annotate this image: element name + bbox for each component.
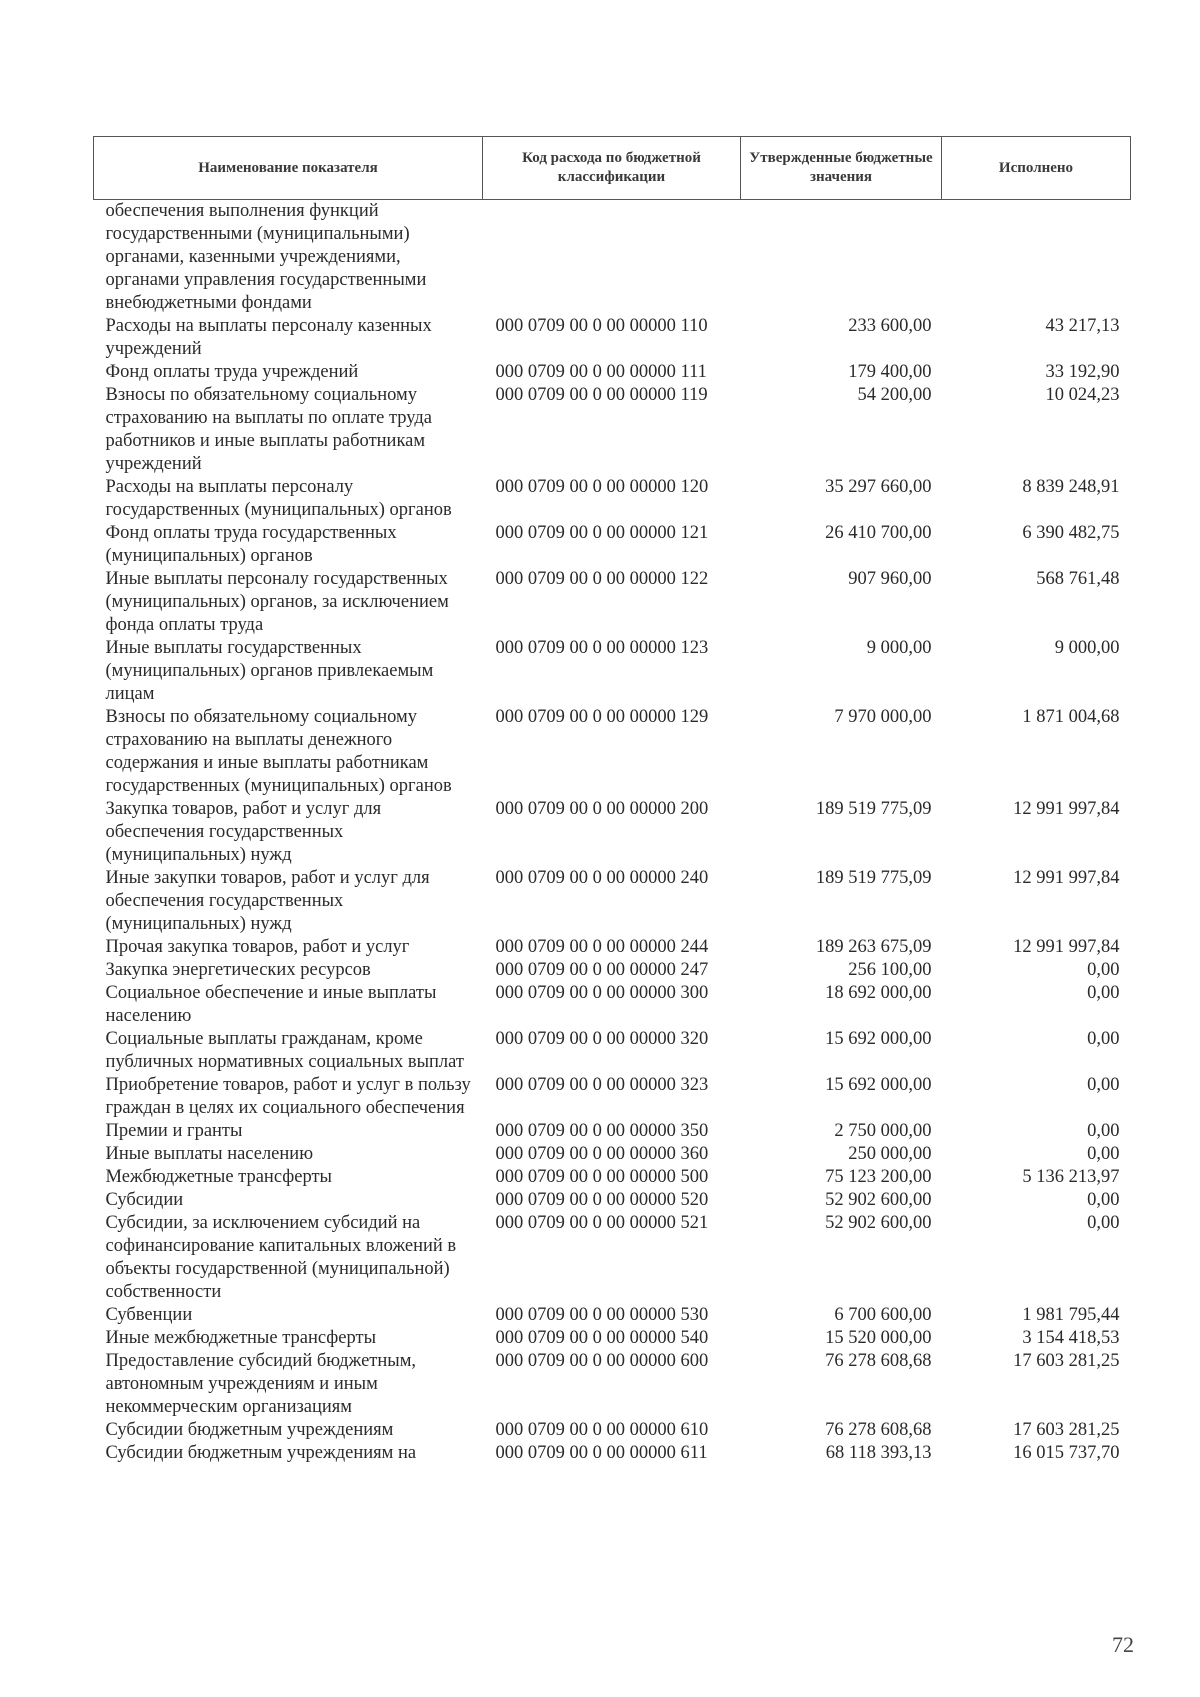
row-approved: 52 902 600,00 xyxy=(825,1190,932,1210)
row-name: Расходы на выплаты персоналу государственных (муниципальных) органов xyxy=(105,477,452,520)
row-executed: 12 991 997,84 xyxy=(1013,868,1120,888)
row-executed: 43 217,13 xyxy=(1045,316,1120,336)
row-executed: 6 390 482,75 xyxy=(1022,523,1120,543)
row-approved: 15 692 000,00 xyxy=(825,1075,932,1095)
row-executed: 0,00 xyxy=(1087,1144,1120,1164)
row-executed: 9 000,00 xyxy=(1054,638,1120,658)
table-row xyxy=(94,568,1131,637)
table-row xyxy=(94,476,1131,522)
row-name: Приобретение товаров, работ и услуг в пользу граждан в целях их социального обеспечения xyxy=(105,1075,471,1118)
row-name: Иные выплаты населению xyxy=(105,1144,314,1164)
table-row xyxy=(94,706,1131,798)
row-code: 000 0709 00 0 00 00000 247 xyxy=(495,960,709,980)
row-name: Субсидии xyxy=(105,1190,184,1210)
table-row xyxy=(94,1327,1131,1350)
table-row xyxy=(94,1350,1131,1419)
row-name: Предоставление субсидий бюджетным, автономным учреждениям и иным некоммерческим организациям xyxy=(105,1351,417,1417)
row-code: 000 0709 00 0 00 00000 530 xyxy=(495,1305,709,1325)
row-executed: 0,00 xyxy=(1087,1213,1120,1233)
row-name: Субсидии бюджетным учреждениям на xyxy=(105,1443,417,1463)
table-row xyxy=(94,1143,1131,1166)
row-approved: 179 400,00 xyxy=(848,362,932,382)
table-row xyxy=(94,798,1131,867)
row-executed: 1 981 795,44 xyxy=(1022,1305,1120,1325)
row-code: 000 0709 00 0 00 00000 323 xyxy=(495,1075,709,1095)
row-executed: 12 991 997,84 xyxy=(1013,799,1120,819)
row-approved: 52 902 600,00 xyxy=(825,1213,932,1233)
table-row xyxy=(94,637,1131,706)
row-code: 000 0709 00 0 00 00000 520 xyxy=(495,1190,709,1210)
row-executed: 1 871 004,68 xyxy=(1022,707,1120,727)
row-approved: 189 519 775,09 xyxy=(815,799,932,819)
row-executed xyxy=(942,200,1131,316)
page-number: 72 xyxy=(1112,1632,1134,1657)
row-approved: 9 000,00 xyxy=(866,638,932,658)
row-executed: 5 136 213,97 xyxy=(1022,1167,1120,1187)
row-approved: 7 970 000,00 xyxy=(834,707,932,727)
row-name: Фонд оплаты труда государственных (муниципальных) органов xyxy=(105,523,397,566)
row-approved: 15 692 000,00 xyxy=(825,1029,932,1049)
header-approved-values: Утвержденные бюджетные значения xyxy=(741,137,942,200)
row-code: 000 0709 00 0 00 00000 500 xyxy=(495,1167,709,1187)
table-row xyxy=(94,982,1131,1028)
row-name: Закупка товаров, работ и услуг для обеспечения государственных (муниципальных) нужд xyxy=(105,799,382,865)
row-code: 000 0709 00 0 00 00000 300 xyxy=(495,983,709,1003)
table-row xyxy=(94,1419,1131,1442)
row-approved: 189 519 775,09 xyxy=(815,868,932,888)
table-row xyxy=(94,315,1131,361)
table-row xyxy=(94,522,1131,568)
row-approved: 907 960,00 xyxy=(848,569,932,589)
header-executed: Исполнено xyxy=(942,137,1131,200)
row-code: 000 0709 00 0 00 00000 119 xyxy=(495,385,708,405)
row-code: 000 0709 00 0 00 00000 611 xyxy=(495,1443,708,1463)
row-approved: 76 278 608,68 xyxy=(825,1420,932,1440)
row-approved: 233 600,00 xyxy=(848,316,932,336)
row-approved: 54 200,00 xyxy=(857,385,932,405)
row-code: 000 0709 00 0 00 00000 110 xyxy=(495,316,708,336)
row-executed: 0,00 xyxy=(1087,960,1120,980)
row-executed: 17 603 281,25 xyxy=(1013,1420,1120,1440)
row-name: Социальное обеспечение и иные выплаты населению xyxy=(105,983,437,1026)
table-row xyxy=(94,959,1131,982)
row-executed: 12 991 997,84 xyxy=(1013,937,1120,957)
row-name: Прочая закупка товаров, работ и услуг xyxy=(105,937,410,957)
row-executed: 33 192,90 xyxy=(1045,362,1120,382)
row-approved: 68 118 393,13 xyxy=(825,1443,932,1463)
row-approved: 18 692 000,00 xyxy=(825,983,932,1003)
row-approved: 35 297 660,00 xyxy=(825,477,932,497)
header-indicator-name: Наименование показателя xyxy=(94,137,483,200)
row-executed: 0,00 xyxy=(1087,1029,1120,1049)
row-executed: 0,00 xyxy=(1087,1121,1120,1141)
table-row xyxy=(94,361,1131,384)
row-code: 000 0709 00 0 00 00000 120 xyxy=(495,477,709,497)
table-row xyxy=(94,1028,1131,1074)
row-name: Субвенции xyxy=(105,1305,193,1325)
row-approved: 6 700 600,00 xyxy=(834,1305,932,1325)
row-approved: 256 100,00 xyxy=(848,960,932,980)
row-executed: 17 603 281,25 xyxy=(1013,1351,1120,1371)
table-row xyxy=(94,200,1131,316)
row-approved: 2 750 000,00 xyxy=(834,1121,932,1141)
row-code: 000 0709 00 0 00 00000 111 xyxy=(495,362,707,382)
row-name: Межбюджетные трансферты xyxy=(105,1167,332,1187)
table-row xyxy=(94,1304,1131,1327)
row-name: Иные межбюджетные трансферты xyxy=(105,1328,377,1348)
row-name: Иные выплаты персоналу государственных (муниципальных) органов, за исключением фонда оплаты труда xyxy=(105,569,449,635)
row-executed: 10 024,23 xyxy=(1045,385,1120,405)
row-code: 000 0709 00 0 00 00000 121 xyxy=(495,523,709,543)
row-approved: 250 000,00 xyxy=(848,1144,932,1164)
row-code: 000 0709 00 0 00 00000 129 xyxy=(495,707,709,727)
row-name: Фонд оплаты труда учреждений xyxy=(105,362,359,382)
row-executed: 16 015 737,70 xyxy=(1013,1443,1120,1463)
row-name: Закупка энергетических ресурсов xyxy=(105,960,371,980)
table-row xyxy=(94,1166,1131,1189)
row-approved: 189 263 675,09 xyxy=(815,937,932,957)
row-approved: 26 410 700,00 xyxy=(825,523,932,543)
row-executed: 0,00 xyxy=(1087,983,1120,1003)
table-row xyxy=(94,1120,1131,1143)
row-name: Взносы по обязательному социальному страхованию на выплаты по оплате труда работников и иные выплаты работникам учреждений xyxy=(105,385,432,474)
table-header xyxy=(94,137,1131,200)
row-code: 000 0709 00 0 00 00000 540 xyxy=(495,1328,709,1348)
row-executed: 0,00 xyxy=(1087,1075,1120,1095)
row-name: Расходы на выплаты персоналу казенных учреждений xyxy=(105,316,432,359)
row-approved: 76 278 608,68 xyxy=(825,1351,932,1371)
row-executed: 3 154 418,53 xyxy=(1022,1328,1120,1348)
row-code: 000 0709 00 0 00 00000 350 xyxy=(495,1121,709,1141)
row-name: Субсидии, за исключением субсидий на софинансирование капитальных вложений в объекты государственной (муниципальной) собственности xyxy=(105,1213,457,1302)
row-name: Иные выплаты государственных (муниципальных) органов привлекаемым лицам xyxy=(105,638,434,704)
row-code: 000 0709 00 0 00 00000 521 xyxy=(495,1213,709,1233)
table-row xyxy=(94,1074,1131,1120)
row-code: 000 0709 00 0 00 00000 320 xyxy=(495,1029,709,1049)
table-row xyxy=(94,1189,1131,1212)
row-approved: 75 123 200,00 xyxy=(825,1167,932,1187)
row-name: обеспечения выполнения функций государственными (муниципальными) органами, казенными учреждениями, органами управления государственными внебюджетными фондами xyxy=(105,201,427,313)
row-name: Социальные выплаты гражданам, кроме публичных нормативных социальных выплат xyxy=(105,1029,464,1072)
table-row xyxy=(94,1212,1131,1304)
row-code: 000 0709 00 0 00 00000 200 xyxy=(495,799,709,819)
row-executed: 8 839 248,91 xyxy=(1022,477,1120,497)
row-name: Взносы по обязательному социальному страхованию на выплаты денежного содержания и иные выплаты работникам государственных (муниципальных) органов xyxy=(105,707,452,796)
row-code xyxy=(483,200,741,316)
row-name: Иные закупки товаров, работ и услуг для обеспечения государственных (муниципальных) нужд xyxy=(105,868,430,934)
row-code: 000 0709 00 0 00 00000 240 xyxy=(495,868,709,888)
table-row xyxy=(94,384,1131,476)
row-approved: 15 520 000,00 xyxy=(825,1328,932,1348)
row-approved xyxy=(741,200,942,316)
row-code: 000 0709 00 0 00 00000 123 xyxy=(495,638,709,658)
row-code: 000 0709 00 0 00 00000 600 xyxy=(495,1351,709,1371)
table-row xyxy=(94,1442,1131,1465)
budget-table xyxy=(93,136,1131,1465)
row-code: 000 0709 00 0 00 00000 122 xyxy=(495,569,709,589)
row-executed: 0,00 xyxy=(1087,1190,1120,1210)
row-code: 000 0709 00 0 00 00000 610 xyxy=(495,1420,709,1440)
table-row xyxy=(94,867,1131,936)
table-body xyxy=(94,200,1131,1466)
row-code: 000 0709 00 0 00 00000 360 xyxy=(495,1144,709,1164)
row-executed: 568 761,48 xyxy=(1036,569,1120,589)
header-expense-code: Код расхода по бюджетной классификации xyxy=(483,137,741,200)
row-code: 000 0709 00 0 00 00000 244 xyxy=(495,937,709,957)
table-row xyxy=(94,936,1131,959)
row-name: Премии и гранты xyxy=(105,1121,243,1141)
row-name: Субсидии бюджетным учреждениям xyxy=(105,1420,394,1440)
